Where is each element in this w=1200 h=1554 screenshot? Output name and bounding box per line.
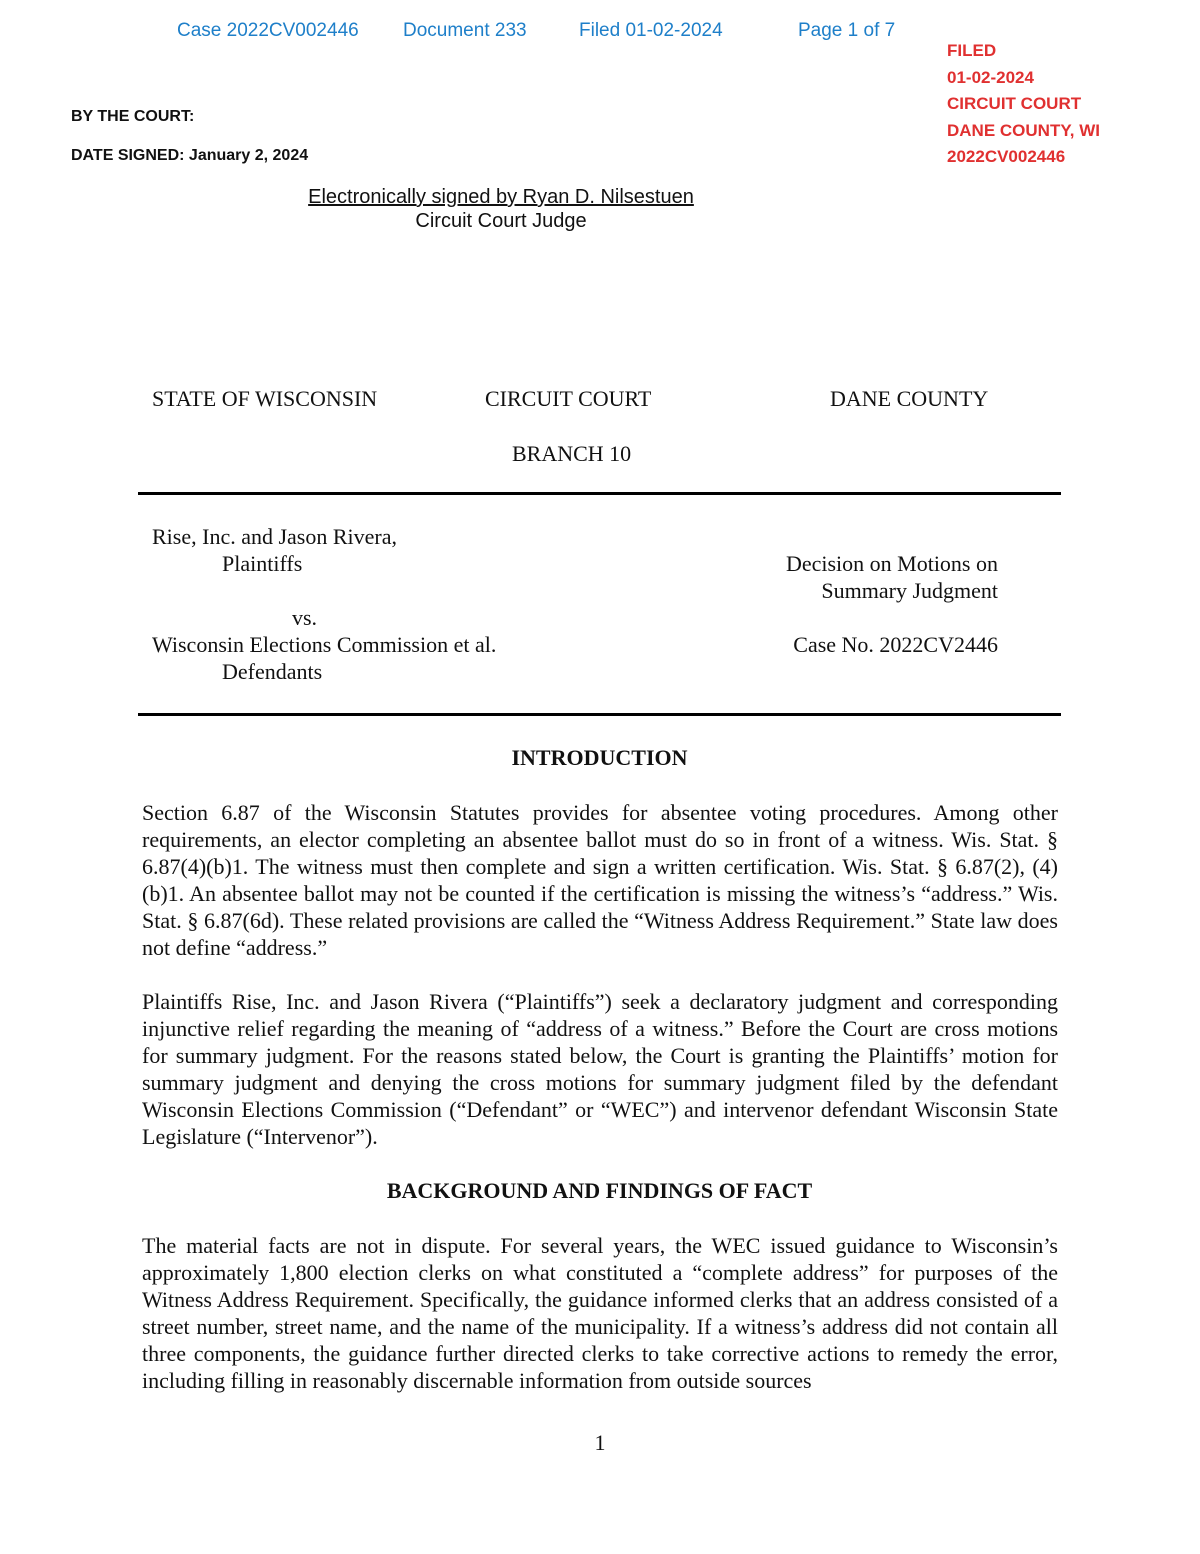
versus: vs. <box>292 605 318 630</box>
caption-branch: BRANCH 10 <box>512 441 632 466</box>
caption-top-rule <box>138 492 1061 495</box>
stamp-line: 2022CV002446 <box>947 147 1066 166</box>
background-paragraph: The material facts are not in dispute. For several years, the WEC issued guidance to Wisconsin’s approximately 1,800 election clerks on what constituted a “complete address” for purposes of the Witness Address Requirement. Specifically, the guidance informed clerks that an address consisted of a street number, street name, and the name of the municipality. If a witness’s address did not contain all three components, the guidance further directed clerks to take corrective actions to remedy the error, including filling in reasonably discernable information from outside sources <box>142 1233 1058 1393</box>
header-filed-date: Filed 01-02-2024 <box>579 20 723 41</box>
caption-parties <box>152 523 496 685</box>
header-case-number: Case 2022CV002446 <box>177 20 359 41</box>
decision-title-line1: Decision on Motions on <box>785 551 998 576</box>
caption-bottom-rule <box>138 713 1061 716</box>
signed-by-line: Electronically signed by Ryan D. Nilsestuen <box>308 186 694 208</box>
caption-county: DANE COUNTY <box>830 386 989 411</box>
decision-title-line2: Summary Judgment <box>821 578 998 603</box>
judge-title: Circuit Court Judge <box>415 210 587 232</box>
caption-decision <box>700 550 998 658</box>
page-number: 1 <box>594 1430 606 1455</box>
caption-court: CIRCUIT COURT <box>485 386 652 411</box>
header-document-number: Document 233 <box>403 20 527 41</box>
plaintiffs-names: Rise, Inc. and Jason Rivera, <box>152 524 397 549</box>
stamp-line: FILED <box>947 41 997 60</box>
stamp-line: 01-02-2024 <box>947 67 1034 87</box>
introduction-heading: INTRODUCTION <box>511 745 688 770</box>
electronic-signature <box>292 185 710 233</box>
defendants-label: Defendants <box>222 659 323 684</box>
header-page-count: Page 1 of 7 <box>798 20 896 41</box>
by-the-court-label: BY THE COURT: <box>71 108 195 125</box>
stamp-line: DANE COUNTY, WI <box>947 120 1100 140</box>
background-heading: BACKGROUND AND FINDINGS OF FACT <box>386 1178 813 1203</box>
case-number: Case No. 2022CV2446 <box>793 632 998 657</box>
stamp-line: CIRCUIT COURT <box>947 94 1082 113</box>
filed-stamp <box>947 38 1100 171</box>
date-signed: DATE SIGNED: January 2, 2024 <box>71 147 309 164</box>
introduction-paragraph: Section 6.87 of the Wisconsin Statutes provides for absentee voting procedures. Among other requirements, an elector completing an absentee ballot must do so in front of a witness. Wis. Stat. § 6.87(4)(b)1. The witness must then complete and sign a written certification. Wis. Stat. § 6.87(2), (4)(b)1. An absentee ballot may not be counted if the certification is missing the witness’s “address.” Wis. Stat. § 6.87(6d). These related provisions are called the “Witness Address Requirement.” State law does not define “address.” <box>142 800 1058 960</box>
caption-state: STATE OF WISCONSIN <box>152 386 378 411</box>
plaintiffs-label: Plaintiffs <box>222 551 303 576</box>
introduction-paragraph: Plaintiffs Rise, Inc. and Jason Rivera (“Plaintiffs”) seek a declaratory judgment and corresponding injunctive relief regarding the meaning of “address of a witness.” Before the Court are cross motions for summary judgment. For the reasons stated below, the Court is granting the Plaintiffs’ motion for summary judgment and denying the cross motions for summary judgment filed by the defendant Wisconsin Elections Commission (“Defendant” or “WEC”) and intervenor defendant Wisconsin State Legislature (“Intervenor”). <box>142 989 1058 1149</box>
defendants-names: Wisconsin Elections Commission et al. <box>152 632 497 657</box>
